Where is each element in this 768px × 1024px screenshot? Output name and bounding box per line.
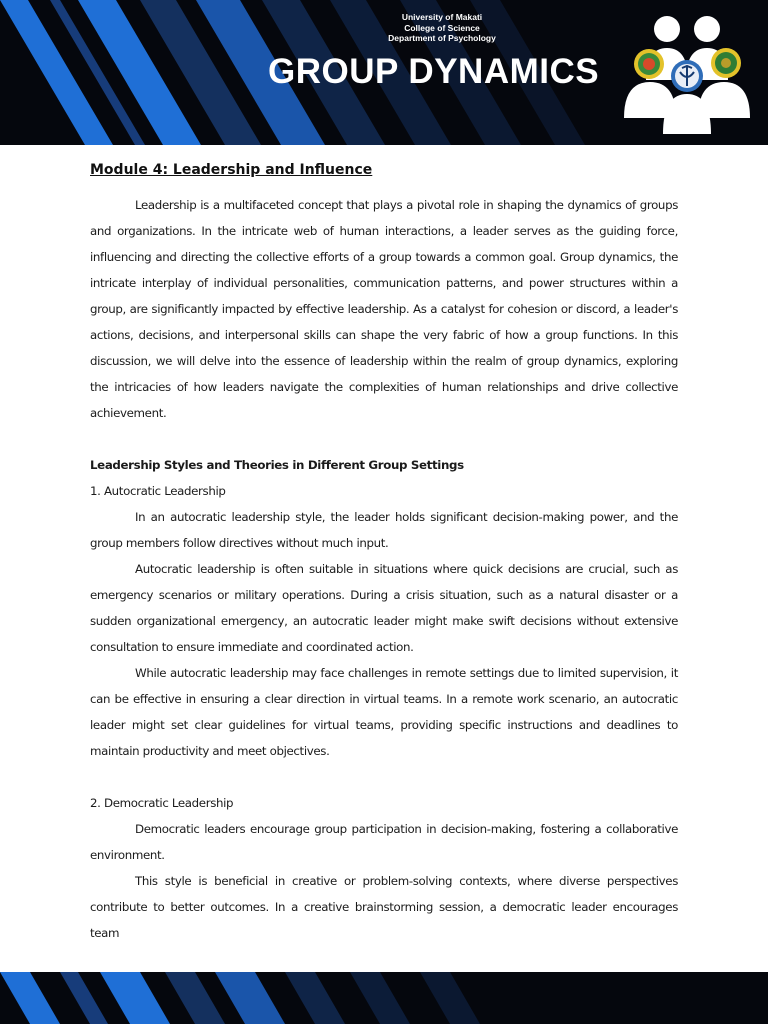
intro-paragraph: Leadership is a multifaceted concept that plays a pivotal role in shaping the dynamics of groups and organizations. In the intricate web of human interactions, a leader serves as the guiding force, influencing and directing the collective efforts of a group towards a common goal. Group dynamics, the intricate interplay of individual personalities, communication patterns, and power structures within a group, are significantly impacted by effective leadership. As a catalyst for cohesion or discord, a leader's actions, decisions, and interpersonal skills can shape the very fabric of how a group functions. In this discussion, we will delve into the essence of leadership within the realm of group dynamics, exploring the intricacies of how leaders navigate the complexities of human relationships and drive collective achievement.: [90, 198, 678, 420]
college-name: College of Science: [404, 22, 480, 33]
stripe: [350, 972, 410, 1024]
module-title: Module 4: Leadership and Influence: [90, 162, 373, 178]
stripe: [165, 972, 225, 1024]
document-body: [90, 158, 678, 946]
group-people-logo: [620, 10, 755, 138]
autocratic-heading: 1. Autocratic Leadership: [90, 484, 226, 498]
university-name: University of Makati: [401, 12, 483, 22]
autocratic-paragraph-2: Autocratic leadership is often suitable in situations where quick decisions are crucial, such as emergency scenarios or military operations. During a crisis situation, such as a natural disaster or a sudden organizational emergency, an autocratic leader might make swift decisions without extensive consultation to ensure immediate and coordinated action.: [90, 562, 678, 654]
department-name: Department of Psychology: [388, 33, 496, 43]
section-heading: Leadership Styles and Theories in Different Group Settings: [90, 458, 464, 472]
democratic-heading: 2. Democratic Leadership: [90, 796, 234, 810]
autocratic-paragraph-3: While autocratic leadership may face challenges in remote settings due to limited supervision, it can be effective in ensuring a clear direction in virtual teams. In a remote work scenario, an autocratic leader might set clear guidelines for virtual teams, providing specific instructions and deadlines to maintain productivity and meet objectives.: [90, 666, 678, 758]
stripe: [60, 972, 108, 1024]
stripe: [285, 972, 345, 1024]
stripe: [215, 972, 285, 1024]
institution-block: [362, 12, 522, 44]
footer-stripes: [0, 972, 768, 1024]
footer-banner: [0, 972, 768, 1024]
course-title: GROUP DYNAMICS: [268, 52, 600, 91]
stripe: [100, 972, 170, 1024]
stripe: [420, 972, 480, 1024]
autocratic-paragraph-1: In an autocratic leadership style, the leader holds significant decision-making power, and the group members follow directives without much input.: [90, 510, 678, 550]
democratic-paragraph-1: Democratic leaders encourage group participation in decision-making, fostering a collaborative environment.: [90, 822, 678, 862]
democratic-paragraph-2: This style is beneficial in creative or problem-solving contexts, where diverse perspectives contribute to better outcomes. In a creative brainstorming session, a democratic leader encourages team: [90, 874, 678, 940]
header-banner: [0, 0, 768, 145]
stripe: [0, 972, 60, 1024]
